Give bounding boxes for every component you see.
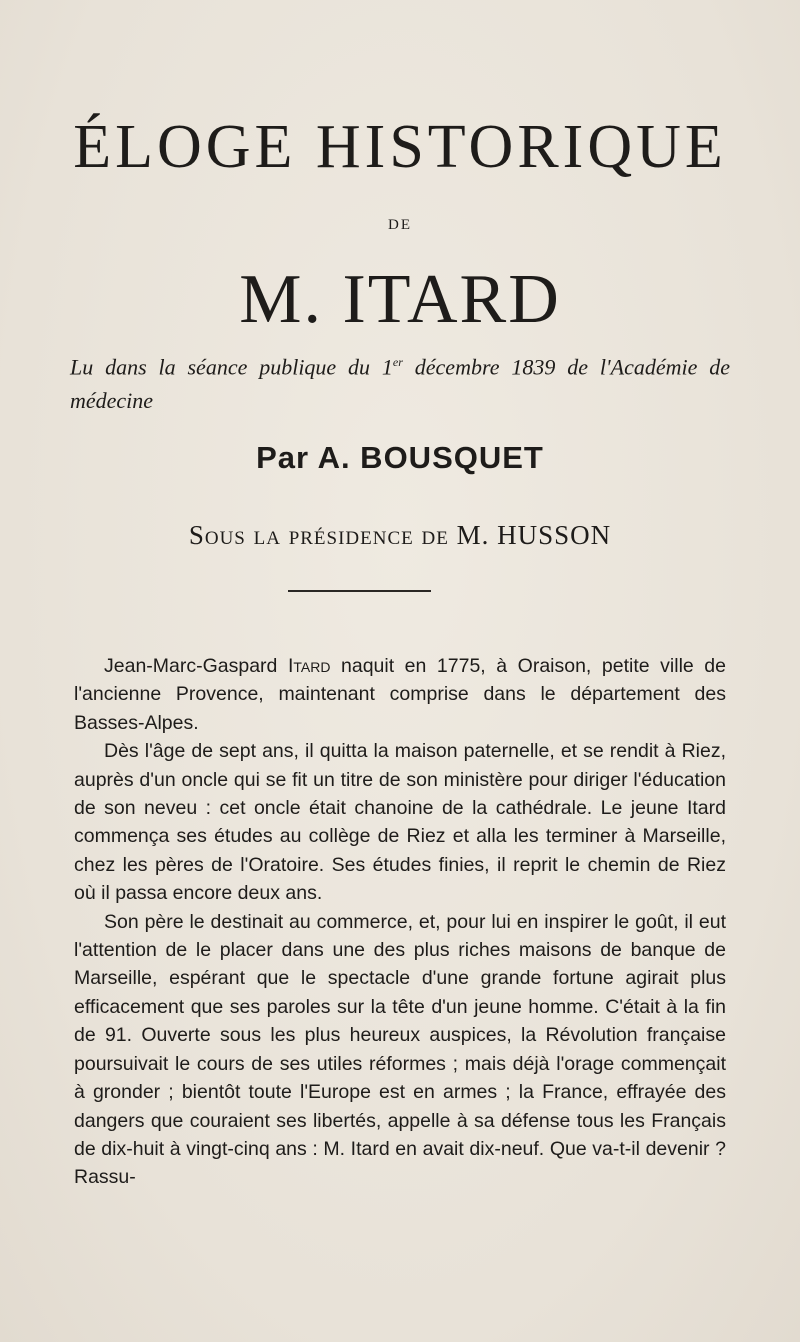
paragraph-1-rest: naquit en 1775, à Oraison, petite ville de l'ancienne Provence, maintenant comprise dans le département des Basses-Alpes. xyxy=(74,655,726,734)
document-title: ÉLOGE HISTORIQUE xyxy=(73,113,727,181)
paragraph-3: Son père le destinait au commerce, et, pour lui en inspirer le goût, il eut l'attention de le placer dans une des plus riches maisons de banque de Marseille, espérant que le spectacle d'une grande fortune agirait plus efficacement que ses paroles sur la tête d'un jeune homme. C'était à la fin de 91. Ouverte sous les plus heureux auspices, la Révolution française poursuivait le cours de ses utiles réformes ; mais déjà l'orage commençait à gronder ; bientôt toute l'Europe est en armes ; la France, effrayée des dangers que couraient ses libertés, appelle à sa défense tous les Français de dix-huit à vingt-cinq ans : M. Itard en avait dix-neuf. Que va-t-il devenir ? Rassu- xyxy=(74,910,726,1189)
section-divider xyxy=(288,590,431,592)
title-connector: DE xyxy=(388,217,412,233)
subtitle-part2: décembre 1839 de l'Académie de médecine xyxy=(70,354,730,414)
presidence-line xyxy=(0,520,800,551)
paragraph-2: Dès l'âge de sept ans, il quitta la maison paternelle, et se rendit à Riez, auprès d'un oncle qui se fit un titre de son ministère pour diriger l'éducation de son neveu : cet oncle était chanoine de la cathédrale. Le jeune Itard commença ses études au collège de Riez et alla les terminer à Marseille, chez les pères de l'Oratoire. Ses études finies, il reprit le chemin de Riez où il passa encore deux ans. xyxy=(74,740,726,905)
paragraph-1-surname: Itard xyxy=(287,655,331,677)
paragraph-1-start: Jean-Marc-Gaspard xyxy=(104,655,288,677)
presidence-name: M. HUSSON xyxy=(448,520,612,550)
paragraph-1 xyxy=(74,652,726,737)
subject-name: M. ITARD xyxy=(239,261,561,338)
presidence-prefix: Sous la présidence de xyxy=(188,520,449,550)
subtitle xyxy=(70,345,730,418)
body-text xyxy=(74,652,726,1192)
author-line: Par A. BOUSQUET xyxy=(256,440,544,475)
subtitle-part1: Lu dans la séance publique du 1 xyxy=(70,354,393,380)
subtitle-superscript: er xyxy=(392,355,403,369)
